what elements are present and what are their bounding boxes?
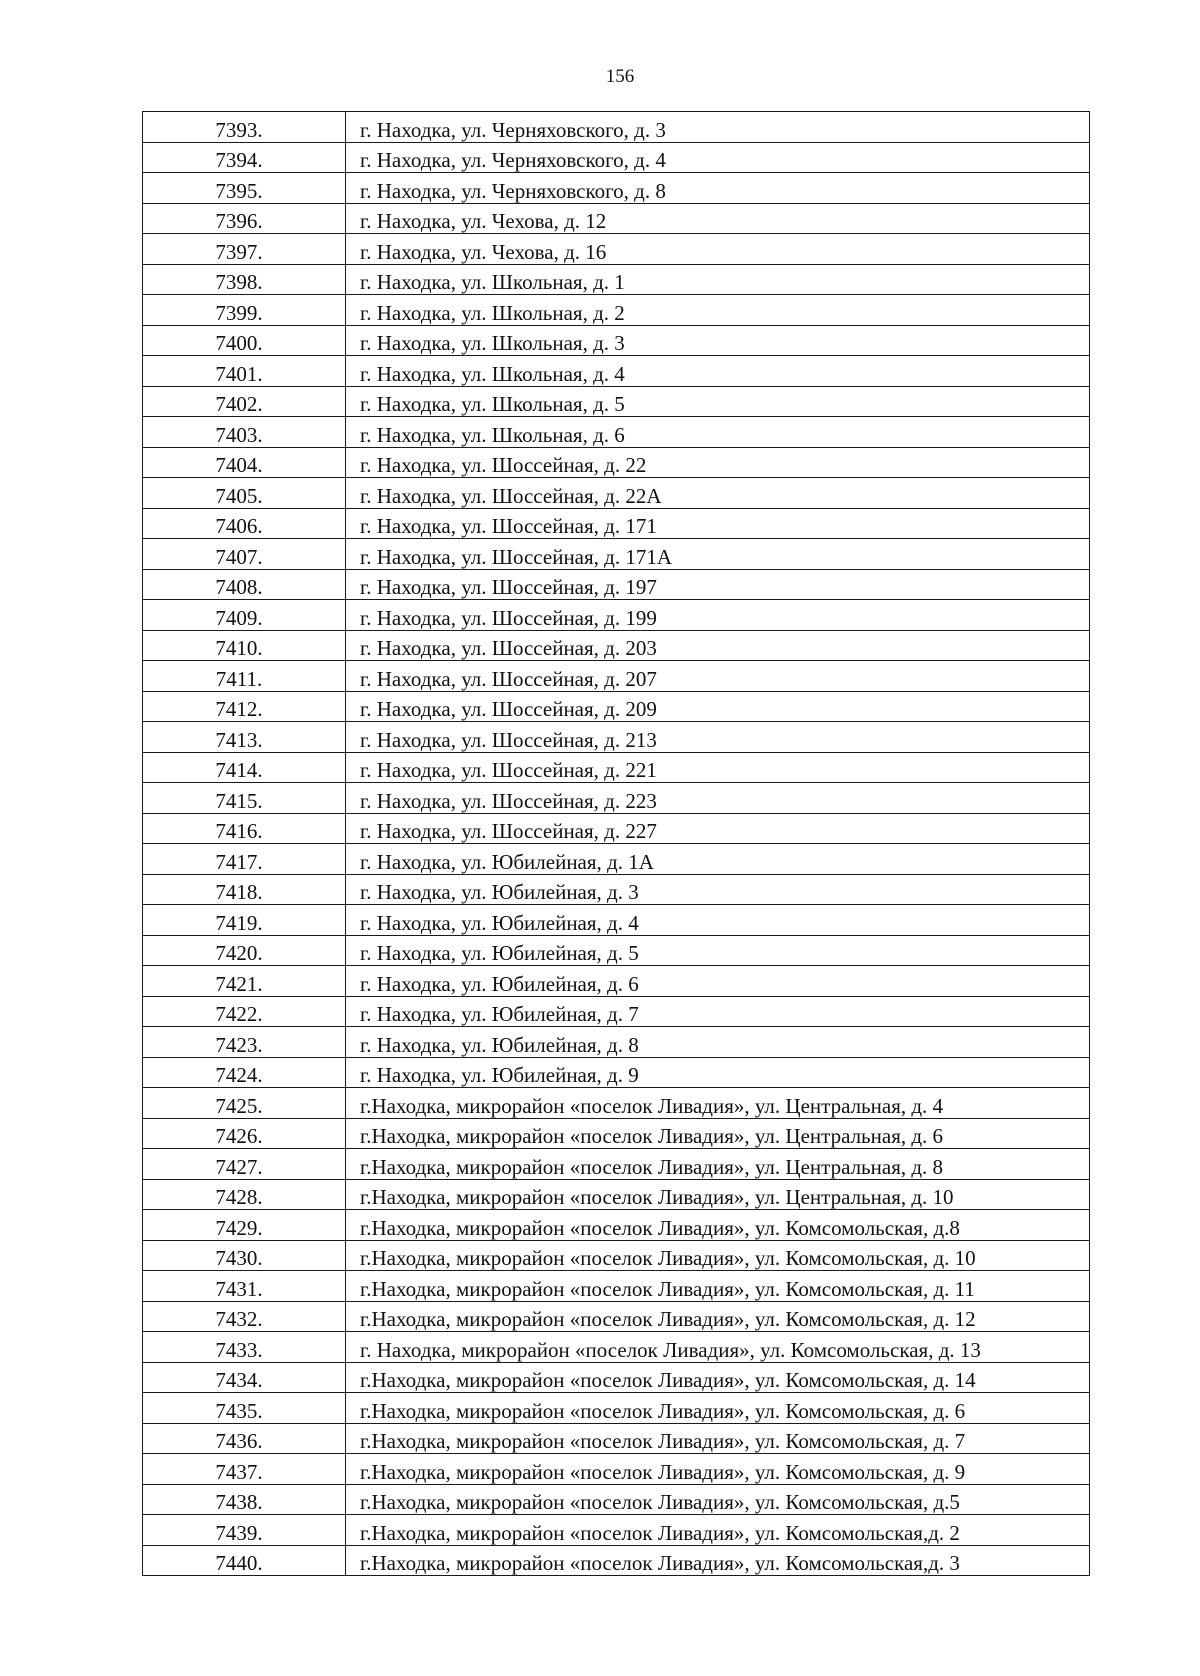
row-number: 7436. bbox=[143, 1423, 346, 1454]
row-number: 7417. bbox=[143, 844, 346, 875]
row-address: г.Находка, микрорайон «поселок Ливадия», ул. Комсомольская, д. 6 bbox=[346, 1393, 1090, 1424]
table-row bbox=[143, 1454, 1090, 1485]
row-address: г. Находка, ул. Юбилейная, д. 4 bbox=[346, 905, 1090, 936]
row-number: 7412. bbox=[143, 691, 346, 722]
row-number: 7396. bbox=[143, 203, 346, 234]
row-number: 7411. bbox=[143, 661, 346, 692]
table-row bbox=[143, 1515, 1090, 1546]
row-address: г. Находка, ул. Чехова, д. 12 bbox=[346, 203, 1090, 234]
page-number: 156 bbox=[605, 66, 635, 87]
row-address: г. Находка, ул. Школьная, д. 5 bbox=[346, 386, 1090, 417]
table-row bbox=[143, 1240, 1090, 1271]
row-address: г.Находка, микрорайон «поселок Ливадия», ул. Комсомольская,д. 3 bbox=[346, 1545, 1090, 1576]
row-number: 7408. bbox=[143, 569, 346, 600]
row-address: г. Находка, ул. Черняховского, д. 3 bbox=[346, 112, 1090, 143]
table-row bbox=[143, 1301, 1090, 1332]
table-row bbox=[143, 386, 1090, 417]
row-number: 7425. bbox=[143, 1088, 346, 1119]
table-row bbox=[143, 722, 1090, 753]
row-number: 7431. bbox=[143, 1271, 346, 1302]
table-row bbox=[143, 1118, 1090, 1149]
row-number: 7413. bbox=[143, 722, 346, 753]
table-row bbox=[143, 1484, 1090, 1515]
row-address: г. Находка, ул. Школьная, д. 1 bbox=[346, 264, 1090, 295]
row-number: 7435. bbox=[143, 1393, 346, 1424]
row-number: 7405. bbox=[143, 478, 346, 509]
row-address: г.Находка, микрорайон «поселок Ливадия», ул. Комсомольская, д.8 bbox=[346, 1210, 1090, 1241]
row-address: г. Находка, ул. Шоссейная, д. 207 bbox=[346, 661, 1090, 692]
row-number: 7399. bbox=[143, 295, 346, 326]
table-row bbox=[143, 173, 1090, 204]
row-address: г. Находка, ул. Школьная, д. 3 bbox=[346, 325, 1090, 356]
row-address: г. Находка, ул. Шоссейная, д. 22 bbox=[346, 447, 1090, 478]
row-address: г. Находка, ул. Юбилейная, д. 8 bbox=[346, 1027, 1090, 1058]
row-number: 7429. bbox=[143, 1210, 346, 1241]
row-address: г. Находка, микрорайон «поселок Ливадия», ул. Комсомольская, д. 13 bbox=[346, 1332, 1090, 1363]
row-address: г. Находка, ул. Шоссейная, д. 209 bbox=[346, 691, 1090, 722]
address-table-body bbox=[143, 112, 1090, 1576]
row-number: 7420. bbox=[143, 935, 346, 966]
table-row bbox=[143, 1393, 1090, 1424]
table-row bbox=[143, 234, 1090, 265]
table-row bbox=[143, 1149, 1090, 1180]
row-address: г.Находка, микрорайон «поселок Ливадия», ул. Комсомольская, д. 9 bbox=[346, 1454, 1090, 1485]
address-table bbox=[142, 111, 1090, 1576]
row-address: г. Находка, ул. Юбилейная, д. 1А bbox=[346, 844, 1090, 875]
table-row bbox=[143, 813, 1090, 844]
table-row bbox=[143, 783, 1090, 814]
table-row bbox=[143, 1362, 1090, 1393]
row-number: 7401. bbox=[143, 356, 346, 387]
row-number: 7423. bbox=[143, 1027, 346, 1058]
row-number: 7421. bbox=[143, 966, 346, 997]
row-number: 7398. bbox=[143, 264, 346, 295]
row-number: 7437. bbox=[143, 1454, 346, 1485]
table-row bbox=[143, 539, 1090, 570]
row-number: 7430. bbox=[143, 1240, 346, 1271]
table-row bbox=[143, 691, 1090, 722]
row-address: г. Находка, ул. Черняховского, д. 8 bbox=[346, 173, 1090, 204]
row-number: 7406. bbox=[143, 508, 346, 539]
table-row bbox=[143, 996, 1090, 1027]
table-row bbox=[143, 1210, 1090, 1241]
row-number: 7397. bbox=[143, 234, 346, 265]
row-address: г. Находка, ул. Чехова, д. 16 bbox=[346, 234, 1090, 265]
table-row bbox=[143, 447, 1090, 478]
table-row bbox=[143, 1271, 1090, 1302]
row-number: 7409. bbox=[143, 600, 346, 631]
table-row bbox=[143, 1423, 1090, 1454]
table-row bbox=[143, 1545, 1090, 1576]
row-address: г. Находка, ул. Шоссейная, д. 223 bbox=[346, 783, 1090, 814]
table-row bbox=[143, 356, 1090, 387]
row-number: 7422. bbox=[143, 996, 346, 1027]
row-address: г.Находка, микрорайон «поселок Ливадия», ул. Комсомольская, д.5 bbox=[346, 1484, 1090, 1515]
row-number: 7428. bbox=[143, 1179, 346, 1210]
row-number: 7419. bbox=[143, 905, 346, 936]
table-row bbox=[143, 661, 1090, 692]
table-row bbox=[143, 905, 1090, 936]
row-address: г. Находка, ул. Шоссейная, д. 197 bbox=[346, 569, 1090, 600]
row-address: г. Находка, ул. Школьная, д. 2 bbox=[346, 295, 1090, 326]
table-row bbox=[143, 1057, 1090, 1088]
row-address: г. Находка, ул. Шоссейная, д. 227 bbox=[346, 813, 1090, 844]
table-row bbox=[143, 752, 1090, 783]
table-row bbox=[143, 935, 1090, 966]
row-address: г.Находка, микрорайон «поселок Ливадия», ул. Комсомольская, д. 10 bbox=[346, 1240, 1090, 1271]
table-row bbox=[143, 417, 1090, 448]
table-row bbox=[143, 1088, 1090, 1119]
row-number: 7400. bbox=[143, 325, 346, 356]
table-row bbox=[143, 1179, 1090, 1210]
row-address: г. Находка, ул. Шоссейная, д. 171 bbox=[346, 508, 1090, 539]
row-address: г. Находка, ул. Черняховского, д. 4 bbox=[346, 142, 1090, 173]
row-address: г. Находка, ул. Школьная, д. 4 bbox=[346, 356, 1090, 387]
table-row bbox=[143, 142, 1090, 173]
row-address: г.Находка, микрорайон «поселок Ливадия», ул. Центральная, д. 8 bbox=[346, 1149, 1090, 1180]
row-number: 7404. bbox=[143, 447, 346, 478]
row-number: 7424. bbox=[143, 1057, 346, 1088]
row-address: г. Находка, ул. Шоссейная, д. 22А bbox=[346, 478, 1090, 509]
row-address: г.Находка, микрорайон «поселок Ливадия», ул. Комсомольская, д. 14 bbox=[346, 1362, 1090, 1393]
table-row bbox=[143, 203, 1090, 234]
row-number: 7414. bbox=[143, 752, 346, 783]
row-address: г.Находка, микрорайон «поселок Ливадия», ул. Комсомольская, д. 7 bbox=[346, 1423, 1090, 1454]
table-row bbox=[143, 1027, 1090, 1058]
row-address: г. Находка, ул. Юбилейная, д. 7 bbox=[346, 996, 1090, 1027]
row-number: 7434. bbox=[143, 1362, 346, 1393]
table-row bbox=[143, 325, 1090, 356]
row-address: г.Находка, микрорайон «поселок Ливадия», ул. Комсомольская, д. 11 bbox=[346, 1271, 1090, 1302]
row-number: 7432. bbox=[143, 1301, 346, 1332]
table-row bbox=[143, 295, 1090, 326]
row-number: 7402. bbox=[143, 386, 346, 417]
row-address: г.Находка, микрорайон «поселок Ливадия», ул. Центральная, д. 10 bbox=[346, 1179, 1090, 1210]
row-address: г.Находка, микрорайон «поселок Ливадия», ул. Комсомольская,д. 2 bbox=[346, 1515, 1090, 1546]
row-number: 7440. bbox=[143, 1545, 346, 1576]
row-address: г. Находка, ул. Шоссейная, д. 213 bbox=[346, 722, 1090, 753]
row-number: 7395. bbox=[143, 173, 346, 204]
row-number: 7438. bbox=[143, 1484, 346, 1515]
row-address: г. Находка, ул. Юбилейная, д. 3 bbox=[346, 874, 1090, 905]
row-address: г. Находка, ул. Юбилейная, д. 5 bbox=[346, 935, 1090, 966]
row-address: г.Находка, микрорайон «поселок Ливадия», ул. Центральная, д. 6 bbox=[346, 1118, 1090, 1149]
row-address: г. Находка, ул. Шоссейная, д. 221 bbox=[346, 752, 1090, 783]
row-number: 7403. bbox=[143, 417, 346, 448]
row-address: г. Находка, ул. Шоссейная, д. 199 bbox=[346, 600, 1090, 631]
row-address: г. Находка, ул. Школьная, д. 6 bbox=[346, 417, 1090, 448]
table-row bbox=[143, 844, 1090, 875]
row-address: г.Находка, микрорайон «поселок Ливадия», ул. Комсомольская, д. 12 bbox=[346, 1301, 1090, 1332]
table-row bbox=[143, 600, 1090, 631]
row-number: 7415. bbox=[143, 783, 346, 814]
table-row bbox=[143, 874, 1090, 905]
row-address: г.Находка, микрорайон «поселок Ливадия», ул. Центральная, д. 4 bbox=[346, 1088, 1090, 1119]
table-row bbox=[143, 630, 1090, 661]
row-address: г. Находка, ул. Шоссейная, д. 171А bbox=[346, 539, 1090, 570]
row-number: 7427. bbox=[143, 1149, 346, 1180]
row-number: 7416. bbox=[143, 813, 346, 844]
row-address: г. Находка, ул. Юбилейная, д. 9 bbox=[346, 1057, 1090, 1088]
table-row bbox=[143, 112, 1090, 143]
row-number: 7426. bbox=[143, 1118, 346, 1149]
row-number: 7418. bbox=[143, 874, 346, 905]
row-address: г. Находка, ул. Юбилейная, д. 6 bbox=[346, 966, 1090, 997]
row-number: 7393. bbox=[143, 112, 346, 143]
table-row bbox=[143, 569, 1090, 600]
row-number: 7439. bbox=[143, 1515, 346, 1546]
row-number: 7410. bbox=[143, 630, 346, 661]
table-row bbox=[143, 264, 1090, 295]
row-number: 7407. bbox=[143, 539, 346, 570]
table-row bbox=[143, 478, 1090, 509]
table-row bbox=[143, 966, 1090, 997]
row-address: г. Находка, ул. Шоссейная, д. 203 bbox=[346, 630, 1090, 661]
row-number: 7394. bbox=[143, 142, 346, 173]
table-row bbox=[143, 1332, 1090, 1363]
row-number: 7433. bbox=[143, 1332, 346, 1363]
table-row bbox=[143, 508, 1090, 539]
